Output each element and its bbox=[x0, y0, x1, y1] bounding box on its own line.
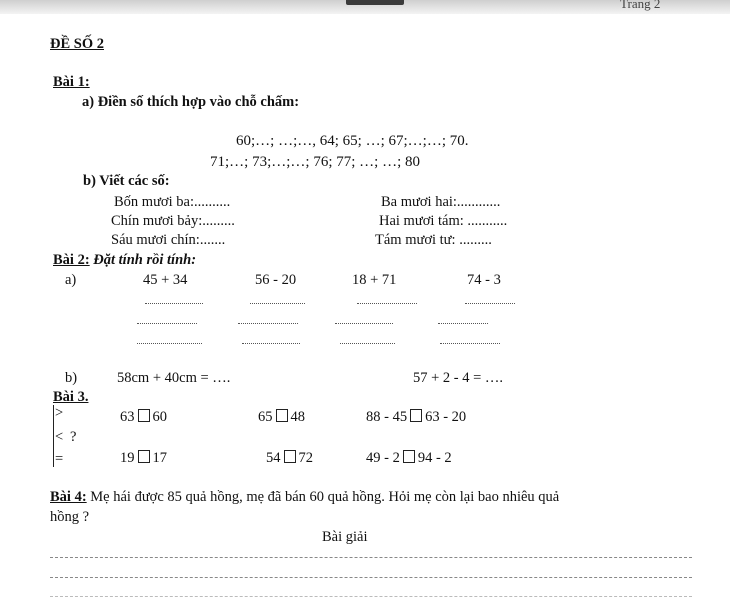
answer-dots bbox=[340, 343, 395, 344]
bai1-part-a-label: a) Điền số thích hợp vào chỗ chấm: bbox=[82, 94, 300, 110]
bai3-question-mark: ? bbox=[70, 429, 77, 445]
bai1-item: Sáu mươi chín:....... bbox=[111, 232, 226, 248]
answer-dots bbox=[238, 323, 298, 324]
bai2-part-a-label: a) bbox=[65, 272, 77, 288]
bai4-line-2: hồng ? bbox=[50, 509, 90, 525]
comparison-item: 88 - 45 63 - 20 bbox=[366, 409, 467, 425]
bai1-item: Chín mươi bảy:......... bbox=[111, 213, 235, 229]
bai4-line-1 bbox=[50, 489, 559, 505]
sign-less: < bbox=[55, 429, 64, 445]
bai2-expression: 45 + 34 bbox=[143, 272, 188, 288]
bai4-text: Mẹ hái được 85 quả hồng, mẹ đã bán 60 quả hồng. Hỏi mẹ còn lại bao nhiêu quả bbox=[90, 489, 560, 505]
solution-label: Bài giải bbox=[322, 529, 368, 545]
answer-dots bbox=[242, 343, 300, 344]
answer-dots bbox=[137, 343, 202, 344]
answer-dots bbox=[357, 303, 417, 304]
comparison-item: 65 48 bbox=[258, 409, 305, 425]
bai3-heading: Bài 3. bbox=[53, 389, 89, 405]
viewer-scroll-indicator bbox=[346, 0, 404, 5]
compare-box[interactable] bbox=[276, 409, 288, 422]
page-number-label: Trang 2 bbox=[620, 0, 661, 11]
bai3-sign-bracket bbox=[53, 405, 54, 467]
bai1-item: Ba mươi hai:............ bbox=[381, 194, 501, 210]
answer-dots bbox=[438, 323, 488, 324]
answer-dots bbox=[465, 303, 515, 304]
bai4-heading: Bài 4: bbox=[50, 489, 87, 505]
comparison-item: 54 72 bbox=[266, 450, 313, 466]
answer-dots bbox=[137, 323, 197, 324]
answer-dots bbox=[335, 323, 393, 324]
bai2-b-expression-1: 58cm + 40cm = …. bbox=[117, 370, 231, 386]
answer-line[interactable] bbox=[50, 577, 692, 578]
bai2-instruction: Đặt tính rồi tính: bbox=[93, 252, 197, 268]
compare-box[interactable] bbox=[403, 450, 415, 463]
answer-line[interactable] bbox=[50, 596, 692, 597]
bai2-header bbox=[53, 252, 196, 268]
bai2-b-expression-2: 57 + 2 - 4 = …. bbox=[413, 370, 504, 386]
answer-line[interactable] bbox=[50, 557, 692, 558]
answer-dots bbox=[440, 343, 500, 344]
bai1-item: Hai mươi tám: ........... bbox=[379, 213, 508, 229]
answer-dots bbox=[145, 303, 203, 304]
bai1-sequence-2: 71;…; 73;…;…; 76; 77; …; …; 80 bbox=[210, 154, 421, 170]
bai1-item: Tám mươi tư: ......... bbox=[375, 232, 492, 248]
comparison-item: 49 - 2 94 - 2 bbox=[366, 450, 452, 466]
bai1-sequence-1: 60;…; …;…, 64; 65; …; 67;…;…; 70. bbox=[236, 133, 469, 149]
bai2-expression: 56 - 20 bbox=[255, 272, 297, 288]
bai2-part-b-label: b) bbox=[65, 370, 78, 386]
bai1-part-b-label: b) Viết các số: bbox=[83, 173, 170, 189]
bai2-expression: 74 - 3 bbox=[467, 272, 501, 288]
exam-title: ĐỀ SỐ 2 bbox=[50, 36, 104, 52]
bai1-heading: Bài 1: bbox=[53, 74, 90, 90]
answer-dots bbox=[250, 303, 305, 304]
bai2-expression: 18 + 71 bbox=[352, 272, 397, 288]
sign-greater: > bbox=[55, 405, 64, 421]
comparison-item: 19 17 bbox=[120, 450, 167, 466]
sign-equal: = bbox=[55, 451, 64, 467]
bai2-heading: Bài 2: bbox=[53, 252, 90, 268]
comparison-item: 63 60 bbox=[120, 409, 167, 425]
compare-box[interactable] bbox=[138, 409, 150, 422]
compare-box[interactable] bbox=[138, 450, 150, 463]
bai1-item: Bốn mươi ba:.......... bbox=[114, 194, 231, 210]
compare-box[interactable] bbox=[410, 409, 422, 422]
compare-box[interactable] bbox=[284, 450, 296, 463]
